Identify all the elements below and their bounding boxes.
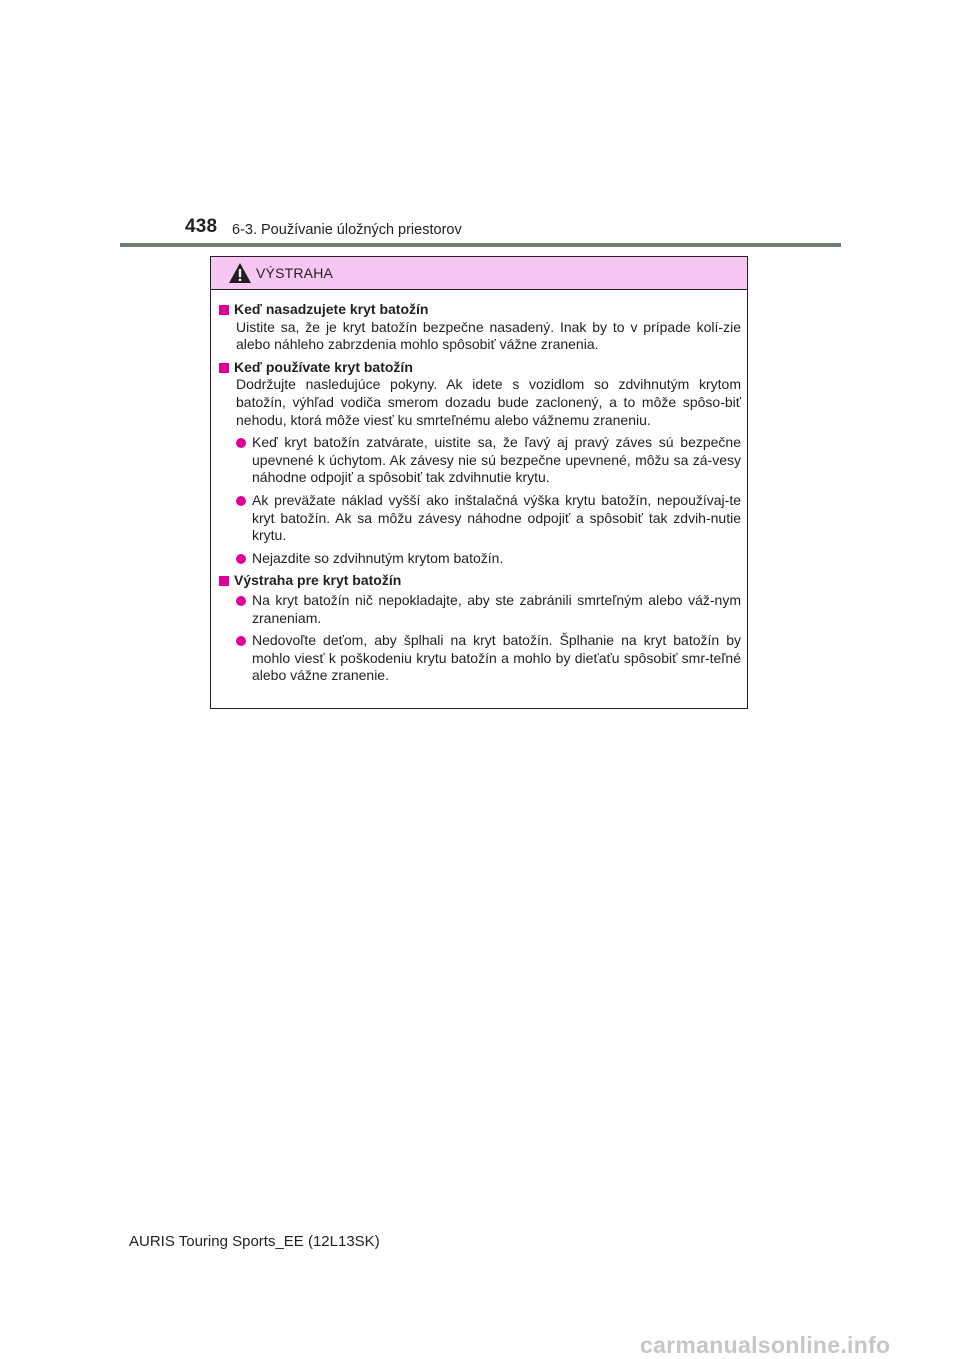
round-bullet-icon bbox=[236, 438, 246, 448]
warning-box bbox=[210, 256, 748, 709]
round-bullet-icon bbox=[236, 496, 246, 506]
footer-model: AURIS Touring Sports_EE (12L13SK) bbox=[129, 1233, 380, 1250]
header-divider bbox=[120, 243, 841, 247]
list-item-text: Nejazdite so zdvihnutým krytom batožín. bbox=[252, 549, 504, 566]
section-heading bbox=[217, 359, 741, 377]
section-heading-text: Keď používate kryt batožín bbox=[234, 358, 413, 375]
round-bullet-icon bbox=[236, 596, 246, 606]
chapter-title: 6-3. Používanie úložných priestorov bbox=[232, 222, 462, 238]
section-paragraph: Dodržujte nasledujúce pokyny. Ak idete s vozidlom so zdvihnutým krytom batožín, výhľad vodiča smerom dozadu bude zaclonený, a to môže spôso-biť nehodu, ktorá môže viesť ku smrteľnému alebo vážnemu zraneniu. bbox=[236, 376, 741, 428]
list-item bbox=[236, 632, 741, 685]
list-item-text: Na kryt batožín nič nepokladajte, aby ste zabránili smrteľným alebo váž-nym zraneniam. bbox=[252, 591, 741, 626]
list-item bbox=[236, 434, 741, 487]
watermark: carmanualsonline.info bbox=[640, 1332, 891, 1358]
warning-triangle-icon bbox=[228, 262, 252, 284]
section-heading bbox=[217, 301, 741, 319]
list-item-text: Ak preväžate náklad vyšší ako inštalačná výška krytu batožín, nepoužívaj-te kryt batožín. Ak sa môžu závesy náhodne odpojiť a spôsobiť tak zdvih-nutie krytu. bbox=[252, 491, 741, 544]
section-heading-text: Keď nasadzujete kryt batožín bbox=[234, 301, 429, 317]
warning-title: VÝSTRAHA bbox=[256, 265, 334, 281]
square-bullet-icon bbox=[219, 305, 229, 315]
warning-section bbox=[217, 359, 741, 568]
page-number: 438 bbox=[185, 216, 218, 237]
square-bullet-icon bbox=[219, 576, 229, 586]
warning-section bbox=[217, 572, 741, 685]
list-item-text: Nedovoľte deťom, aby šplhali na kryt batožín. Šplhanie na kryt batožín by mohlo viesť k poškodeniu krytu batožín a mohlo by dieťaťu spôsobiť smr-teľné alebo vážne zranenie. bbox=[252, 632, 741, 684]
section-heading-text: Výstraha pre kryt batožín bbox=[234, 572, 402, 589]
warning-header bbox=[211, 257, 747, 290]
list-item-text: Keď kryt batožín zatvárate, uistite sa, že ľavý aj pravý záves sú bezpečne upevnené k úchytom. Ak závesy nie sú bezpečne upevnené, môžu sa zá-vesy náhodne odpojiť a spôsobiť tak zdvihnutie krytu. bbox=[252, 434, 741, 486]
round-bullet-icon bbox=[236, 636, 246, 646]
list-item bbox=[236, 550, 741, 568]
square-bullet-icon bbox=[219, 363, 229, 373]
warning-body bbox=[211, 290, 747, 685]
section-paragraph: Uistite sa, že je kryt batožín bezpečne nasadený. Inak by to v prípade kolí-zie alebo náhleho zabrzdenia mohlo spôsobiť vážne zranenia. bbox=[236, 318, 741, 353]
list-item bbox=[236, 592, 741, 627]
list-item bbox=[236, 492, 741, 545]
warning-section bbox=[217, 301, 741, 354]
round-bullet-icon bbox=[236, 554, 246, 564]
section-heading bbox=[217, 572, 741, 590]
